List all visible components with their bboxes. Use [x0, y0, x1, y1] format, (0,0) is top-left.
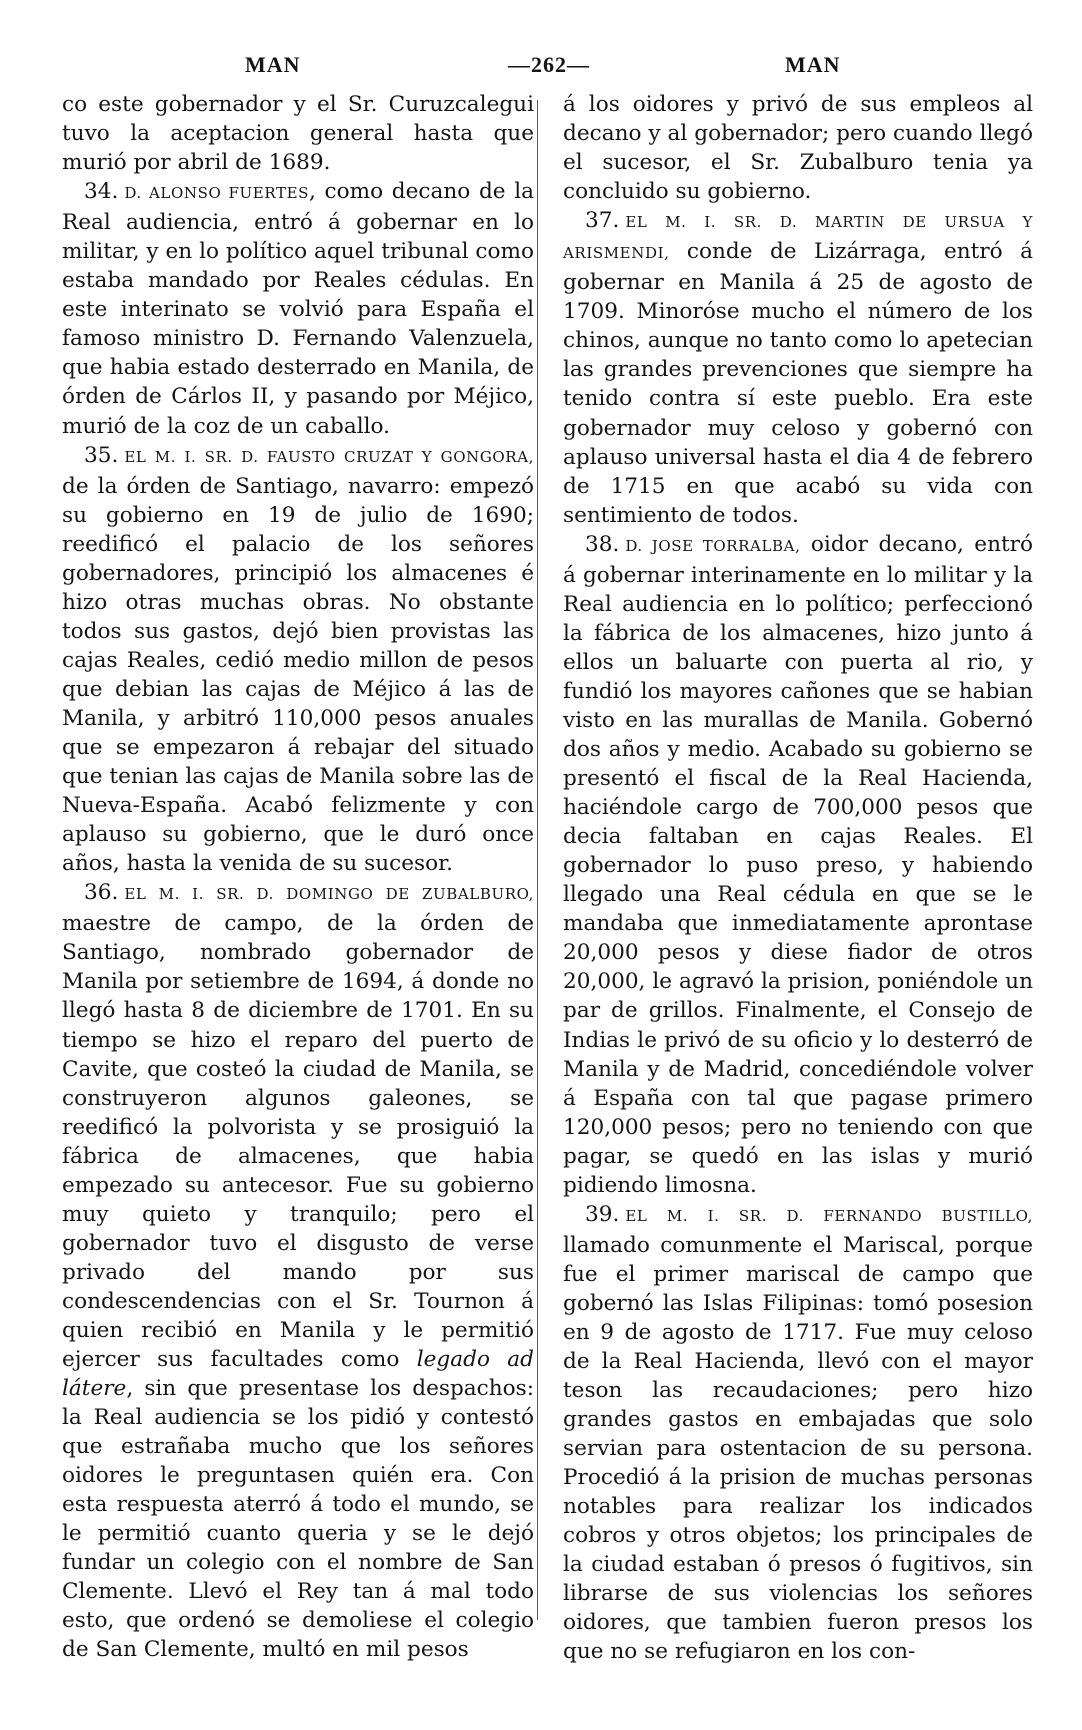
- entry-number: 39.: [585, 1201, 620, 1227]
- entry-number: 36.: [84, 880, 119, 906]
- entry-number: 35.: [84, 442, 119, 468]
- entry-38: [563, 530, 1033, 1200]
- entry-39: [563, 1200, 1033, 1667]
- column-divider: [537, 100, 538, 1620]
- page-number: —262—: [508, 52, 590, 77]
- entry-37: [563, 206, 1033, 530]
- right-column: [563, 90, 1033, 1667]
- paragraph-continuation: á los oidores y privó de sus empleos al decano y al gobernador; pero cuando llegó el sucesor, el Sr. Zubalburo tenia ya concluido su gobierno.: [563, 92, 1033, 205]
- entry-text: llamado comunmente el Mariscal, porque fue el primer mariscal de campo que gobernó las Islas Filipinas: tomó posesion en 9 de agosto de 1717. Fue muy celoso de la Real Hacienda, llevó con el mayor teson las recaudaciones; pero hizo grandes gastos en embajadas que solo servian para ostentacion de su persona. Procedió á la prision de muchas personas notables para realizar los indicados cobros y otros objetos; los principales de la ciudad estaban ó presos ó fugitivos, sin librarse de sus violencias los señores oidores, que tambien fueron presos los que no se refugiaron en los con-: [563, 1232, 1033, 1665]
- entry-text: maestre de campo, de la órden de Santiago, nombrado gobernador de Manila por setiembre de 1694, á donde no llegó hasta 8 de diciembre de 1701. En su tiempo se hizo el reparo del puerto de Cavite, que costeó la ciudad de Manila, se construyeron algunos galeones, se reedificó la polvorista y se prosiguió la fábrica de almacenes, que habia empezado su antecesor. Fue su gobierno muy quieto y tranquilo; pero el gobernador tuvo el disgusto de verse privado del mando por sus condescendencias con el Sr. Tournon á quien recibió en Manila y le permitió ejercer sus facultades como: [62, 911, 534, 1373]
- entry-number: 38.: [585, 531, 620, 557]
- entry-34: [62, 177, 534, 440]
- entry-text: conde de Lizárraga, entró á gobernar en Manila á 25 de agosto de 1709. Minoróse mucho el número de los chinos, aunque no tanto como lo apetecian las grandes prevenciones que siempre ha tenido contra sí este pueblo. Era este gobernador muy celoso y gobernó con aplauso universal hasta el dia 4 de febrero de 1715 en que acabó su vida con sentimiento de todos.: [563, 239, 1033, 528]
- running-head-right: MAN: [785, 52, 841, 77]
- entry-35: [62, 441, 534, 879]
- left-column: [62, 90, 534, 1665]
- entry-italic-text: legado ad látere: [62, 1347, 534, 1402]
- paragraph-continuation: co este gobernador y el Sr. Curuzcalegui tuvo la aceptacion general hasta que murió por abril de 1689.: [62, 92, 534, 176]
- running-head-left: MAN: [245, 52, 301, 77]
- entry-number: 37.: [585, 208, 620, 234]
- entry-name: EL M. I. SR. D. MARTIN DE URSUA Y ARISMENDI,: [563, 213, 1033, 263]
- entry-text-continued: , sin que presentase los despachos: la Real audiencia se los pidió y contestó que estrañaba mucho que los señores oidores le preguntasen quién era. Con esta respuesta aterró á todo el mundo, se le permitió cuanto queria y se le dejó fundar un colegio con el nombre de San Clemente. Llevó el Rey tan á mal todo esto, que ordenó se demoliese el colegio de San Clemente, multó en mil pesos: [62, 1376, 534, 1663]
- entry-number: 34.: [84, 179, 119, 205]
- entry-name: EL M. I. SR. D. FAUSTO CRUZAT Y GONGORA,: [124, 447, 534, 466]
- entry-name: EL M. I. SR. D. FERNANDO BUSTILLO,: [625, 1206, 1033, 1225]
- entry-36: [62, 878, 534, 1664]
- entry-text: , como decano de la Real audiencia, entró á gobernar en lo militar, y en lo político aquel tribunal como estaba mandado por Reales cédulas. En este interinato se volvió para España el famoso ministro D. Fernando Valenzuela, que habia estado desterrado en Manila, de órden de Cárlos II, y pasando por Méjico, murió de la coz de un caballo.: [62, 179, 534, 439]
- entry-name: D. ALONSO FUERTES: [124, 184, 310, 203]
- entry-text: oidor decano, entró á gobernar interinamente en lo militar y la Real audiencia en lo político; perfeccionó la fábrica de los almacenes, hizo junto á ellos un baluarte con puerta al rio, y fundió los mayores cañones que se habian visto en las murallas de Manila. Gobernó dos años y medio. Acabado su gobierno se presentó el fiscal de la Real Hacienda, haciéndole cargo de 700,000 pesos que decia faltaban en cajas Reales. El gobernador lo puso preso, y habiendo llegado una Real cédula en que se le mandaba que inmediatamente aprontase 20,000 pesos y diese fiador de otros 20,000, le agravó la prision, poniéndole un par de grillos. Finalmente, el Consejo de Indias le privó de su oficio y lo desterró de Manila y de Madrid, concediéndole volver á España con tal que pagase primero 120,000 pesos; pero no teniendo con que pagar, se quedó en las islas y murió pidiendo limosna.: [563, 531, 1033, 1198]
- entry-name: EL M. I. SR. D. DOMINGO DE ZUBALBURO,: [124, 885, 534, 904]
- entry-text: de la órden de Santiago, navarro: empezó su gobierno en 19 de julio de 1690; reedificó el palacio de los señores gobernadores, principió los almacenes é hizo otras muchas obras. No obstante todos sus gastos, dejó bien provistas las cajas Reales, cedió medio millon de pesos que debian las cajas de Méjico á las de Manila, y arbitró 110,000 pesos anuales que se empezaron á rebajar del situado que tenian las cajas de Manila sobre las de Nueva-España. Acabó felizmente y con aplauso su gobierno, que le duró once años, hasta la venida de su sucesor.: [62, 473, 534, 877]
- entry-name: D. JOSE TORRALBA,: [625, 536, 801, 555]
- page-header: [0, 52, 1082, 92]
